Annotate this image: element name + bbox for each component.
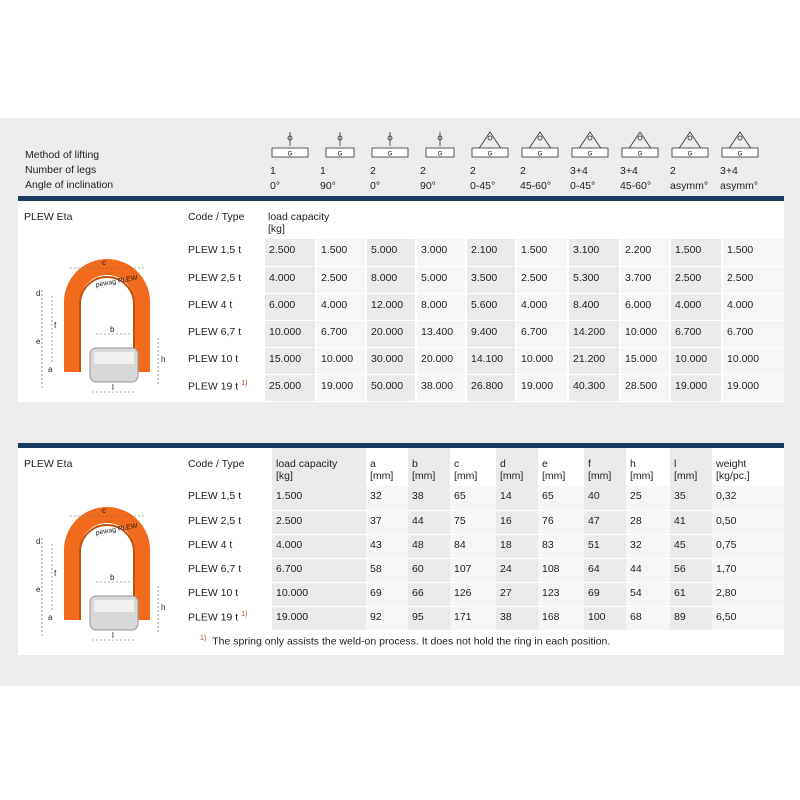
value-cell: 19.000	[272, 606, 366, 630]
value-cell: 3.100	[568, 239, 620, 266]
value-cell: 4.000	[670, 293, 722, 320]
angle-value: asymm°	[670, 180, 709, 192]
value-cell: 16	[496, 510, 538, 534]
code-cell	[184, 347, 264, 374]
angle-value: 0°	[270, 180, 281, 192]
value-cell: 47	[584, 510, 626, 534]
value-cell: 14.100	[466, 347, 516, 374]
two-leg-wide-icon	[520, 128, 570, 162]
value-cell: 10.000	[516, 347, 568, 374]
legs-value: 2	[420, 165, 426, 177]
value-cell: 3.700	[620, 266, 670, 293]
value-cell: 58	[366, 558, 408, 582]
legs-value: 2	[670, 165, 676, 177]
value-cell: 5.300	[568, 266, 620, 293]
dim-b: b	[110, 573, 115, 582]
value-cell: 92	[366, 606, 408, 630]
svg-text:G: G	[587, 151, 593, 158]
column-header: e [mm]	[542, 458, 566, 482]
two-leg-side-icon	[420, 128, 470, 162]
column-header: load capacity [kg]	[272, 448, 366, 486]
value-cell: 4.000	[264, 266, 316, 293]
method-column	[620, 128, 670, 192]
code-text: PLEW 4 t	[188, 538, 233, 551]
value-cell: 20.000	[366, 320, 416, 347]
single-leg-side-icon	[320, 128, 370, 162]
code-cell	[184, 266, 264, 293]
angle-value: 0-45°	[470, 180, 496, 192]
value-cell: 10.000	[722, 347, 784, 374]
value-cell: 64	[584, 558, 626, 582]
method-column	[470, 128, 520, 192]
value-cell: 0,32	[712, 486, 784, 510]
value-cell: 168	[538, 606, 584, 630]
value-cell: 32	[366, 486, 408, 510]
value-cell: 14.200	[568, 320, 620, 347]
value-cell: 1.500	[722, 239, 784, 266]
code-text: PLEW 10 t	[188, 586, 239, 599]
column-header: f [mm]	[584, 448, 626, 486]
code-cell	[184, 606, 272, 630]
method-column	[320, 128, 370, 192]
value-cell: 43	[366, 534, 408, 558]
multi-leg-asymm-icon	[720, 128, 770, 162]
value-cell: 89	[670, 606, 712, 630]
value-cell: 107	[450, 558, 496, 582]
value-cell: 100	[584, 606, 626, 630]
dim-l: l	[112, 383, 114, 392]
footnote-ref: 1)	[241, 610, 248, 618]
value-cell: 6.000	[264, 293, 316, 320]
table1-code-header: Code / Type	[188, 211, 245, 223]
value-cell: 65	[450, 486, 496, 510]
svg-text:G: G	[287, 151, 293, 158]
value-cell: 5.000	[416, 266, 466, 293]
value-cell: 2.500	[722, 266, 784, 293]
value-cell: 1.500	[316, 239, 366, 266]
value-cell: 6.700	[670, 320, 722, 347]
legs-value: 1	[270, 165, 276, 177]
value-cell: 84	[450, 534, 496, 558]
value-cell: 83	[538, 534, 584, 558]
value-cell: 35	[670, 486, 712, 510]
value-cell: 10.000	[620, 320, 670, 347]
ring-illustration	[72, 267, 142, 382]
code-cell	[184, 582, 272, 606]
value-cell: 8.000	[366, 266, 416, 293]
value-cell: 75	[450, 510, 496, 534]
multi-leg-angled-icon	[570, 128, 620, 162]
value-cell: 30.000	[366, 347, 416, 374]
value-cell: 40.300	[568, 374, 620, 401]
value-cell: 15.000	[264, 347, 316, 374]
value-cell: 27	[496, 582, 538, 606]
code-cell	[184, 510, 272, 534]
legs-value: 3+4	[620, 165, 638, 177]
value-cell: 76	[538, 510, 584, 534]
ring-drawing-1	[34, 252, 174, 402]
value-cell: 2.500	[670, 266, 722, 293]
value-cell: 32	[626, 534, 670, 558]
value-cell: 1.500	[670, 239, 722, 266]
table2-code-header: Code / Type	[188, 458, 245, 470]
value-cell: 66	[408, 582, 450, 606]
value-cell: 69	[366, 582, 408, 606]
angle-of-inclination-label: Angle of inclination	[25, 179, 114, 191]
dim-h: h	[161, 355, 166, 364]
column-header: d [mm]	[496, 448, 538, 486]
value-cell: 9.400	[466, 320, 516, 347]
value-cell: 69	[584, 582, 626, 606]
method-column	[270, 128, 320, 192]
legs-value: 3+4	[720, 165, 738, 177]
code-text: PLEW 4 t	[188, 298, 233, 311]
method-column	[520, 128, 570, 192]
angle-value: 45-60°	[620, 180, 652, 192]
value-cell: 13.400	[416, 320, 466, 347]
value-cell: 41	[670, 510, 712, 534]
column-header: a [mm]	[370, 458, 394, 482]
code-text: PLEW 10 t	[188, 352, 239, 365]
svg-text:G: G	[687, 151, 693, 158]
value-cell: 38.000	[416, 374, 466, 401]
table1-capacity-header: load capacity [kg]	[268, 211, 330, 235]
angle-value: 0°	[370, 180, 381, 192]
value-cell: 0,50	[712, 510, 784, 534]
legs-value: 2	[370, 165, 376, 177]
dim-h: h	[161, 603, 166, 612]
dim-a: a	[48, 365, 53, 374]
value-cell: 44	[626, 558, 670, 582]
dim-c: c	[102, 506, 106, 515]
code-cell	[184, 374, 264, 401]
column-header: b [mm]	[408, 448, 450, 486]
value-cell: 126	[450, 582, 496, 606]
code-text: PLEW 1,5 t	[188, 244, 242, 256]
code-cell	[184, 239, 264, 266]
value-cell: 6.700	[272, 558, 366, 582]
ring-drawing-2	[34, 500, 174, 650]
angle-value: 90°	[420, 180, 436, 192]
value-cell: 3.500	[466, 266, 516, 293]
method-of-lifting-label: Method of lifting	[25, 149, 100, 161]
value-cell: 10.000	[316, 347, 366, 374]
code-cell	[184, 320, 264, 347]
value-cell: 50.000	[366, 374, 416, 401]
code-cell	[184, 293, 264, 320]
value-cell: 4.000	[316, 293, 366, 320]
number-of-legs-label: Number of legs	[25, 164, 97, 176]
value-cell: 5.000	[366, 239, 416, 266]
value-cell: 60	[408, 558, 450, 582]
code-text: PLEW 2,5 t	[188, 271, 242, 284]
dim-e: e	[36, 585, 41, 594]
value-cell: 15.000	[620, 347, 670, 374]
dim-f: f	[54, 321, 57, 330]
value-cell: 28.500	[620, 374, 670, 401]
value-cell: 6.700	[516, 320, 568, 347]
value-cell: 2.200	[620, 239, 670, 266]
legs-value: 1	[320, 165, 326, 177]
value-cell: 3.000	[416, 239, 466, 266]
value-cell: 45	[670, 534, 712, 558]
column-header: c [mm]	[454, 458, 478, 482]
dim-d: d	[36, 289, 41, 298]
method-column	[670, 128, 720, 192]
value-cell: 37	[366, 510, 408, 534]
value-cell: 4.000	[272, 534, 366, 558]
code-cell	[184, 558, 272, 582]
dim-f: f	[54, 569, 57, 578]
value-cell: 2.500	[316, 266, 366, 293]
two-leg-asymm-icon	[670, 128, 720, 162]
value-cell: 26.800	[466, 374, 516, 401]
code-text: PLEW 19 t	[188, 380, 239, 392]
code-text: PLEW 2,5 t	[188, 514, 242, 527]
code-text: PLEW 6,7 t	[188, 325, 242, 338]
value-cell: 1.500	[272, 486, 366, 510]
value-cell: 56	[670, 558, 712, 582]
code-text: PLEW 1,5 t	[188, 490, 242, 502]
svg-text:G: G	[387, 151, 393, 158]
dim-c: c	[102, 258, 106, 267]
table1-product-title: PLEW Eta	[24, 211, 73, 223]
angle-value: 0-45°	[570, 180, 596, 192]
value-cell: 38	[408, 486, 450, 510]
value-cell: 24	[496, 558, 538, 582]
column-header: l [mm]	[670, 448, 712, 486]
method-labels	[25, 148, 113, 193]
svg-text:G: G	[737, 151, 743, 158]
value-cell: 4.000	[722, 293, 784, 320]
value-cell: 2,80	[712, 582, 784, 606]
value-cell: 6.700	[316, 320, 366, 347]
method-column	[370, 128, 420, 192]
method-column	[420, 128, 470, 192]
legs-value: 2	[470, 165, 476, 177]
value-cell: 8.000	[416, 293, 466, 320]
dim-l: l	[112, 631, 114, 640]
value-cell: 10.000	[264, 320, 316, 347]
value-cell: 19.000	[516, 374, 568, 401]
value-cell: 171	[450, 606, 496, 630]
value-cell: 2.500	[264, 239, 316, 266]
value-cell: 20.000	[416, 347, 466, 374]
ring-label: pewag PLEW	[95, 522, 139, 537]
svg-text:G: G	[337, 151, 343, 158]
value-cell: 123	[538, 582, 584, 606]
footnote-mark: 1)	[200, 634, 207, 642]
legs-value: 2	[520, 165, 526, 177]
value-cell: 19.000	[670, 374, 722, 401]
value-cell: 0,75	[712, 534, 784, 558]
value-cell: 2.100	[466, 239, 516, 266]
value-cell: 6.700	[722, 320, 784, 347]
footnote-text: The spring only assists the weld-on process. It does not hold the ring in each position.	[212, 635, 611, 647]
value-cell: 10.000	[670, 347, 722, 374]
value-cell: 10.000	[272, 582, 366, 606]
value-cell: 54	[626, 582, 670, 606]
value-cell: 19.000	[722, 374, 784, 401]
dim-a: a	[48, 613, 53, 622]
svg-text:G: G	[487, 151, 493, 158]
value-cell: 14	[496, 486, 538, 510]
single-leg-vertical-icon	[270, 128, 320, 162]
svg-text:G: G	[537, 151, 543, 158]
svg-text:G: G	[637, 151, 643, 158]
value-cell: 2.500	[516, 266, 568, 293]
value-cell: 44	[408, 510, 450, 534]
angle-value: 90°	[320, 180, 336, 192]
value-cell: 28	[626, 510, 670, 534]
value-cell: 68	[626, 606, 670, 630]
two-leg-angled-icon	[470, 128, 520, 162]
two-leg-vertical-icon	[370, 128, 420, 162]
legs-value: 3+4	[570, 165, 588, 177]
angle-value: asymm°	[720, 180, 759, 192]
value-cell: 6,50	[712, 606, 784, 630]
value-cell: 95	[408, 606, 450, 630]
lifting-methods-header	[22, 128, 792, 194]
angle-value: 45-60°	[520, 180, 552, 192]
footnote-ref: 1)	[241, 379, 248, 387]
dim-b: b	[110, 325, 115, 334]
value-cell: 25.000	[264, 374, 316, 401]
code-text: PLEW 6,7 t	[188, 562, 242, 575]
value-cell: 18	[496, 534, 538, 558]
value-cell: 12.000	[366, 293, 416, 320]
ring-illustration	[72, 515, 142, 630]
multi-leg-wide-icon	[620, 128, 670, 162]
value-cell: 8.400	[568, 293, 620, 320]
value-cell: 38	[496, 606, 538, 630]
svg-text:G: G	[437, 151, 443, 158]
value-cell: 21.200	[568, 347, 620, 374]
column-header: weight [kg/pc.]	[716, 458, 750, 482]
value-cell: 6.000	[620, 293, 670, 320]
value-cell: 2.500	[272, 510, 366, 534]
value-cell: 4.000	[516, 293, 568, 320]
value-cell: 61	[670, 582, 712, 606]
code-cell	[184, 486, 272, 510]
column-header: h [mm]	[630, 458, 654, 482]
value-cell: 51	[584, 534, 626, 558]
code-cell	[184, 534, 272, 558]
value-cell: 40	[584, 486, 626, 510]
value-cell: 108	[538, 558, 584, 582]
method-column	[570, 128, 620, 192]
method-column	[720, 128, 770, 192]
dim-e: e	[36, 337, 41, 346]
table2-product-title: PLEW Eta	[24, 458, 73, 470]
code-text: PLEW 19 t	[188, 611, 239, 623]
ring-label: pewag PLEW	[95, 274, 139, 289]
value-cell: 25	[626, 486, 670, 510]
value-cell: 5.600	[466, 293, 516, 320]
dim-d: d	[36, 537, 41, 546]
value-cell: 65	[538, 486, 584, 510]
value-cell: 1,70	[712, 558, 784, 582]
value-cell: 48	[408, 534, 450, 558]
value-cell: 1.500	[516, 239, 568, 266]
value-cell: 19.000	[316, 374, 366, 401]
